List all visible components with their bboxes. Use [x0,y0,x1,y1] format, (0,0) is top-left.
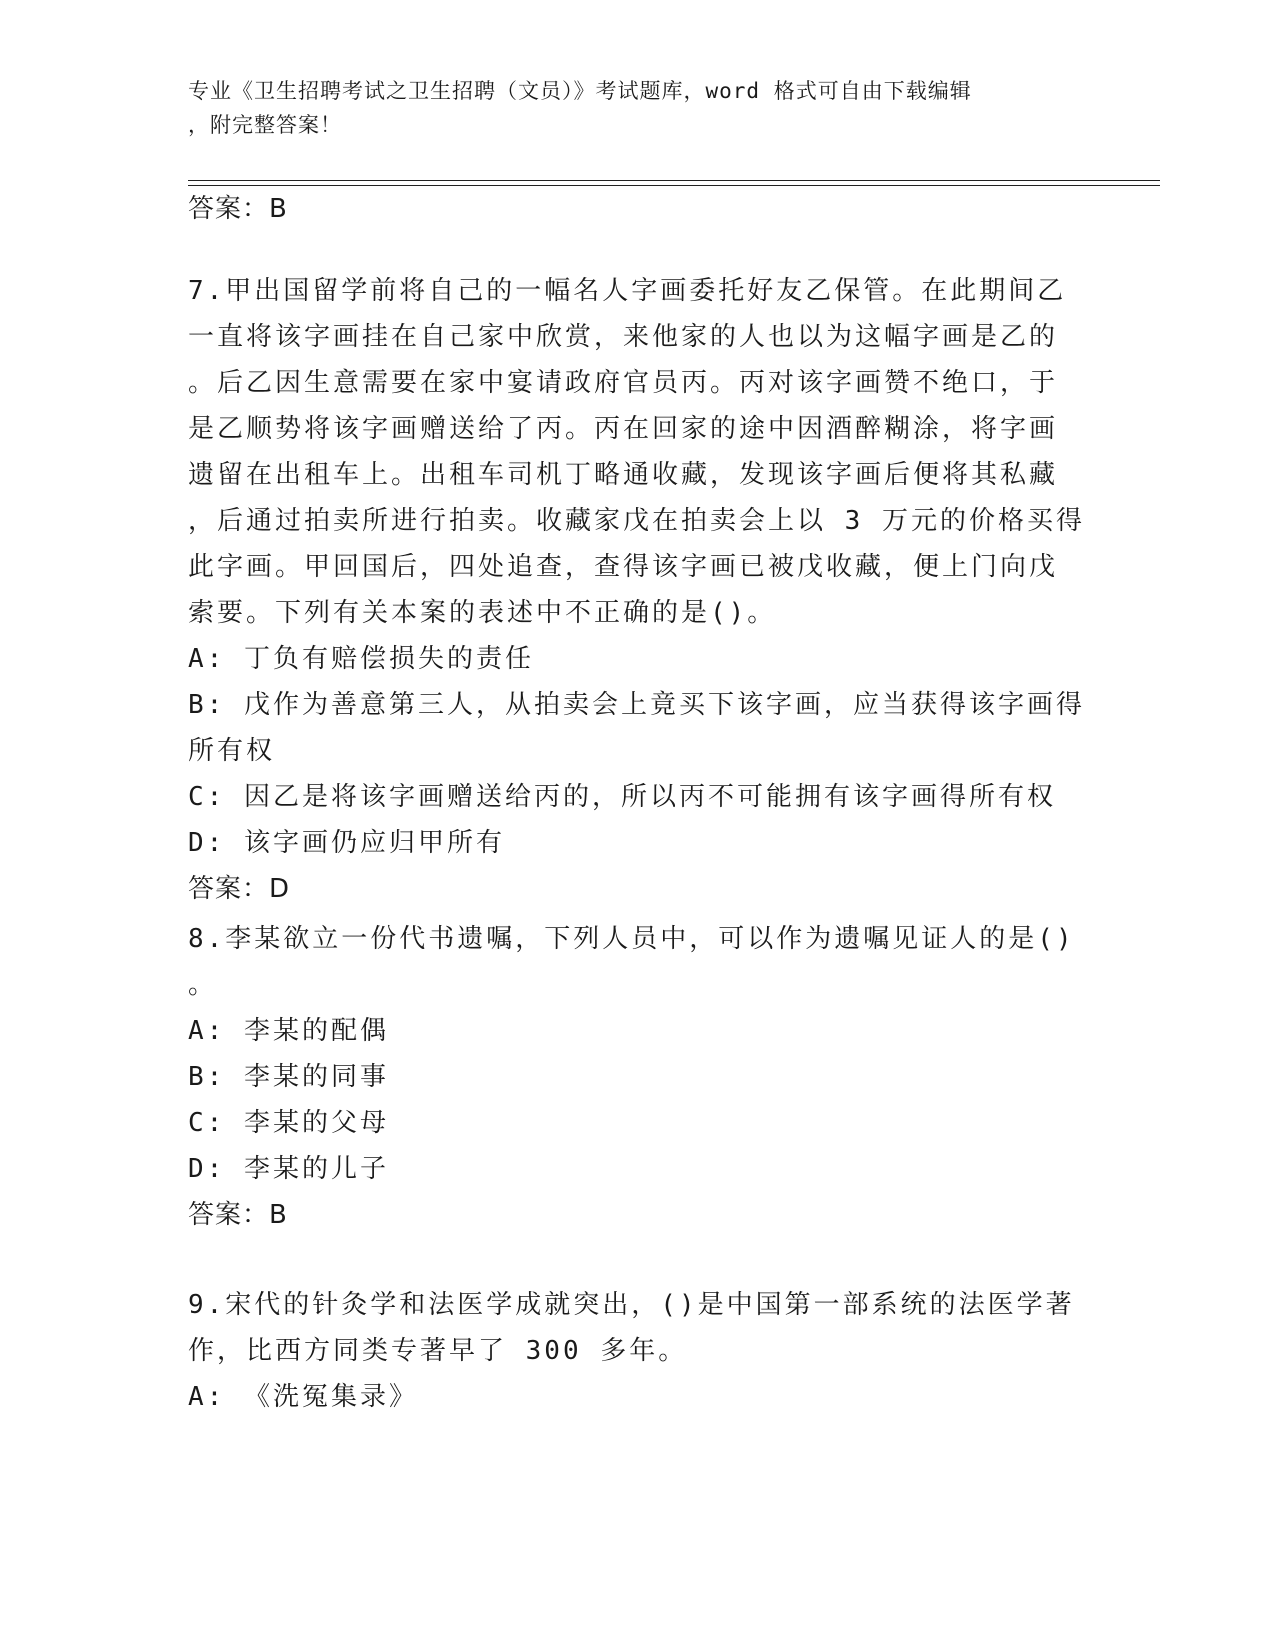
option-b: B: 李某的同事 [188,1062,389,1092]
answer-q6: 答案：B [188,194,288,224]
document-header [188,74,1068,142]
question-8 [188,916,1088,1238]
question-7-line: 一直将该字画挂在自己家中欣赏，来他家的人也以为这幅字画是乙的 [188,322,1059,352]
question-7-line: 此字画。甲回国后，四处追查，查得该字画已被戊收藏，便上门向戊 [188,552,1059,582]
option-d: D: 李某的儿子 [188,1154,389,1184]
question-7-line: 遗留在出租车上。出租车司机丁略通收藏，发现该字画后便将其私藏 [188,460,1059,490]
option-a: A: 《洗冤集录》 [188,1382,418,1412]
option-c: C: 李某的父母 [188,1108,389,1138]
question-7-line: 。后乙因生意需要在家中宴请政府官员丙。丙对该字画赞不绝口，于 [188,368,1059,398]
option-b-continued: 所有权 [188,736,276,766]
question-7 [188,268,1088,912]
question-8-line: 。 [188,970,218,1000]
question-7-line: ，后通过拍卖所进行拍卖。收藏家戊在拍卖会上以 3 万元的价格买得 [188,506,1085,536]
option-b: B: 戊作为善意第三人，从拍卖会上竟买下该字画，应当获得该字画得 [188,690,1085,720]
question-7-line: 是乙顺势将该字画赠送给了丙。丙在回家的途中因酒醉糊涂，将字画 [188,414,1059,444]
question-8-line: 8.李某欲立一份代书遗嘱，下列人员中，可以作为遗嘱见证人的是() [188,924,1075,954]
option-c: C: 因乙是将该字画赠送给丙的，所以丙不可能拥有该字画得所有权 [188,782,1056,812]
header-line-1: 专业《卫生招聘考试之卫生招聘（文员）》考试题库，word 格式可自由下载编辑 [188,79,972,103]
option-a: A: 李某的配偶 [188,1016,389,1046]
question-7-line: 索要。下列有关本案的表述中不正确的是()。 [188,598,777,628]
header-line-2: ，附完整答案！ [188,113,342,137]
header-divider-top [188,180,1160,181]
question-9 [188,1282,1088,1420]
question-7-line: 7.甲出国留学前将自己的一幅名人字画委托好友乙保管。在此期间乙 [188,276,1067,306]
question-9-line: 作，比西方同类专著早了 300 多年。 [188,1336,688,1366]
option-a: A: 丁负有赔偿损失的责任 [188,644,534,674]
question-9-line: 9.宋代的针灸学和法医学成就突出，()是中国第一部系统的法医学著 [188,1290,1075,1320]
answer-q8: 答案：B [188,1200,288,1230]
answer-q7: 答案：D [188,874,291,904]
option-d: D: 该字画仍应归甲所有 [188,828,505,858]
